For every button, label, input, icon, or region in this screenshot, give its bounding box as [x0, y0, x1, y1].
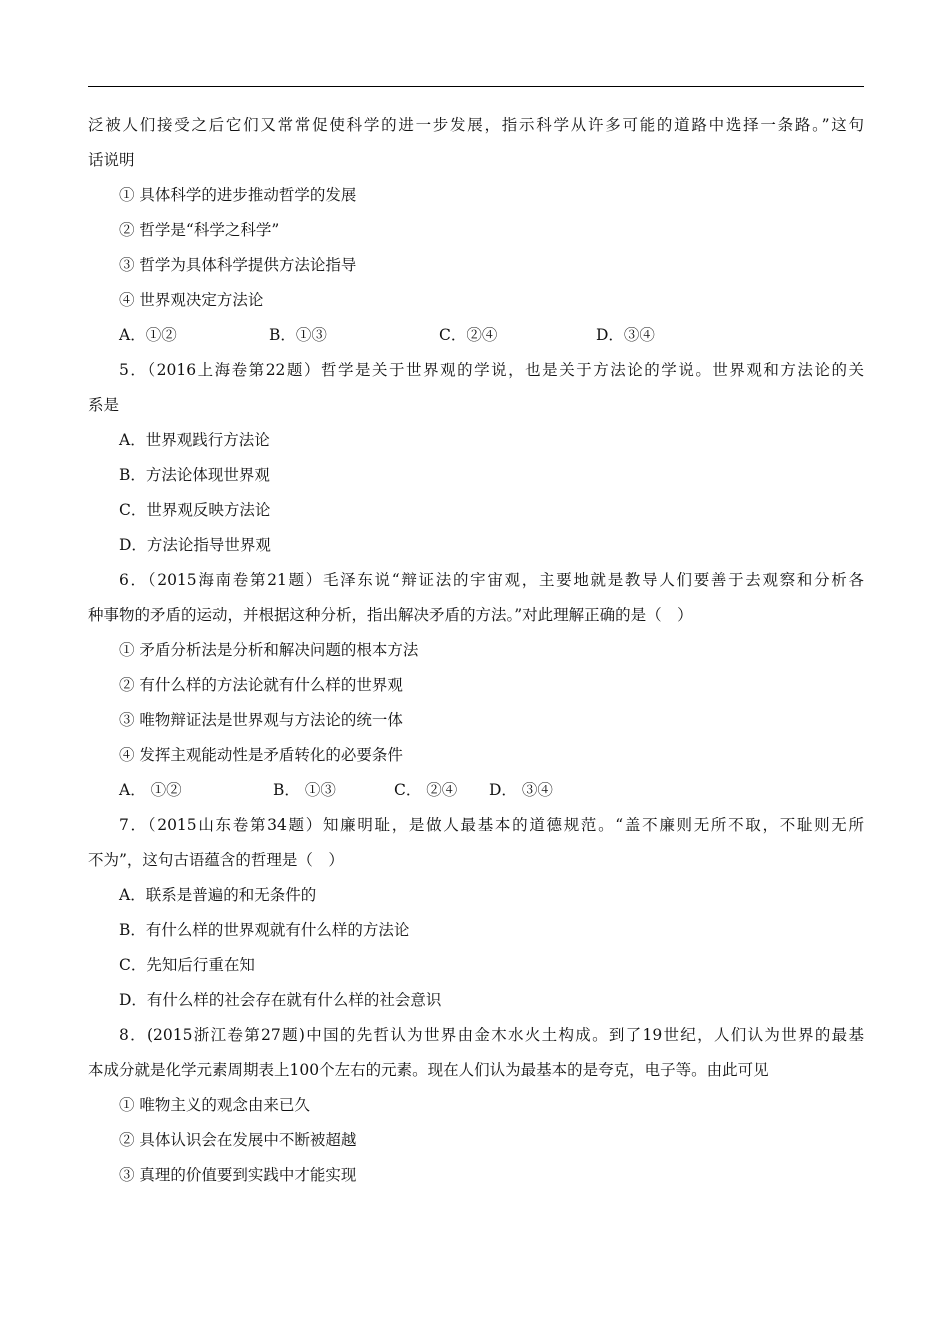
- q7-option-c: C．先知后行重在知: [119, 956, 255, 974]
- q4-option-c: C．②④: [439, 326, 498, 344]
- q7-option-b: B．有什么样的世界观就有什么样的方法论: [119, 921, 410, 939]
- q6-option-b: B． ①③: [273, 781, 336, 799]
- q6-item-2: ② 有什么样的方法论就有什么样的世界观: [119, 676, 403, 694]
- q6-stem-line-2: 种事物的矛盾的运动，并根据这种分析，指出解决矛盾的方法。”对此理解正确的是（ ）: [88, 606, 693, 624]
- q8-stem-line-1: 8．(2015浙江卷第27题)中国的先哲认为世界由金木水火土构成。到了19世纪，人们认为世界的最基: [119, 1026, 864, 1044]
- q6-item-3: ③ 唯物辩证法是世界观与方法论的统一体: [119, 711, 403, 729]
- q5-option-a: A．世界观践行方法论: [119, 431, 270, 449]
- q8-item-3: ③ 真理的价值要到实践中才能实现: [119, 1166, 357, 1184]
- q6-option-d: D． ③④: [489, 781, 553, 799]
- q4-item-3: ③ 哲学为具体科学提供方法论指导: [119, 256, 357, 274]
- q6-options: [88, 773, 864, 808]
- q4-option-a: A．①②: [119, 326, 177, 344]
- q5-stem-line-2: 系是: [88, 396, 120, 414]
- q4-option-d: D．③④: [596, 326, 655, 344]
- q8-stem-line-2: 本成分就是化学元素周期表上100个左右的元素。现在人们认为最基本的是夸克，电子等。由此可见: [88, 1061, 769, 1079]
- q4-options: [88, 318, 864, 353]
- q6-item-1: ① 矛盾分析法是分析和解决问题的根本方法: [119, 641, 419, 659]
- q7-stem-line-1: 7．（2015山东卷第34题）知廉明耻，是做人最基本的道德规范。“盖不廉则无所不取，不耻则无所: [119, 816, 864, 834]
- q6-stem-line-1: 6．（2015海南卷第21题）毛泽东说“辩证法的宇宙观，主要地就是教导人们要善于去观察和分析各: [119, 571, 864, 589]
- q8-item-2: ② 具体认识会在发展中不断被超越: [119, 1131, 357, 1149]
- q5-stem-line-1: 5．（2016上海卷第22题）哲学是关于世界观的学说，也是关于方法论的学说。世界观和方法论的关: [119, 361, 864, 379]
- q5-option-b: B．方法论体现世界观: [119, 466, 270, 484]
- q4-item-1: ① 具体科学的进步推动哲学的发展: [119, 186, 357, 204]
- q4-stem-line-1: 泛被人们接受之后它们又常常促使科学的进一步发展，指示科学从许多可能的道路中选择一条路。”这句: [88, 116, 864, 134]
- q4-item-4: ④ 世界观决定方法论: [119, 291, 264, 309]
- q5-option-c: C．世界观反映方法论: [119, 501, 271, 519]
- q6-item-4: ④ 发挥主观能动性是矛盾转化的必要条件: [119, 746, 403, 764]
- q5-option-d: D．方法论指导世界观: [119, 536, 271, 554]
- q4-stem-line-2: 话说明: [88, 151, 135, 169]
- header-rule: [88, 86, 864, 87]
- document-body: [88, 108, 864, 1193]
- q6-option-a: A． ①②: [119, 781, 182, 799]
- q6-option-c: C． ②④: [394, 781, 458, 799]
- q7-stem-line-2: 不为”，这句古语蕴含的哲理是（ ）: [88, 851, 344, 869]
- q7-option-a: A．联系是普遍的和无条件的: [119, 886, 317, 904]
- q4-option-b: B．①③: [269, 326, 327, 344]
- q8-item-1: ① 唯物主义的观念由来已久: [119, 1096, 310, 1114]
- q4-item-2: ② 哲学是“科学之科学”: [119, 221, 280, 239]
- q7-option-d: D．有什么样的社会存在就有什么样的社会意识: [119, 991, 442, 1009]
